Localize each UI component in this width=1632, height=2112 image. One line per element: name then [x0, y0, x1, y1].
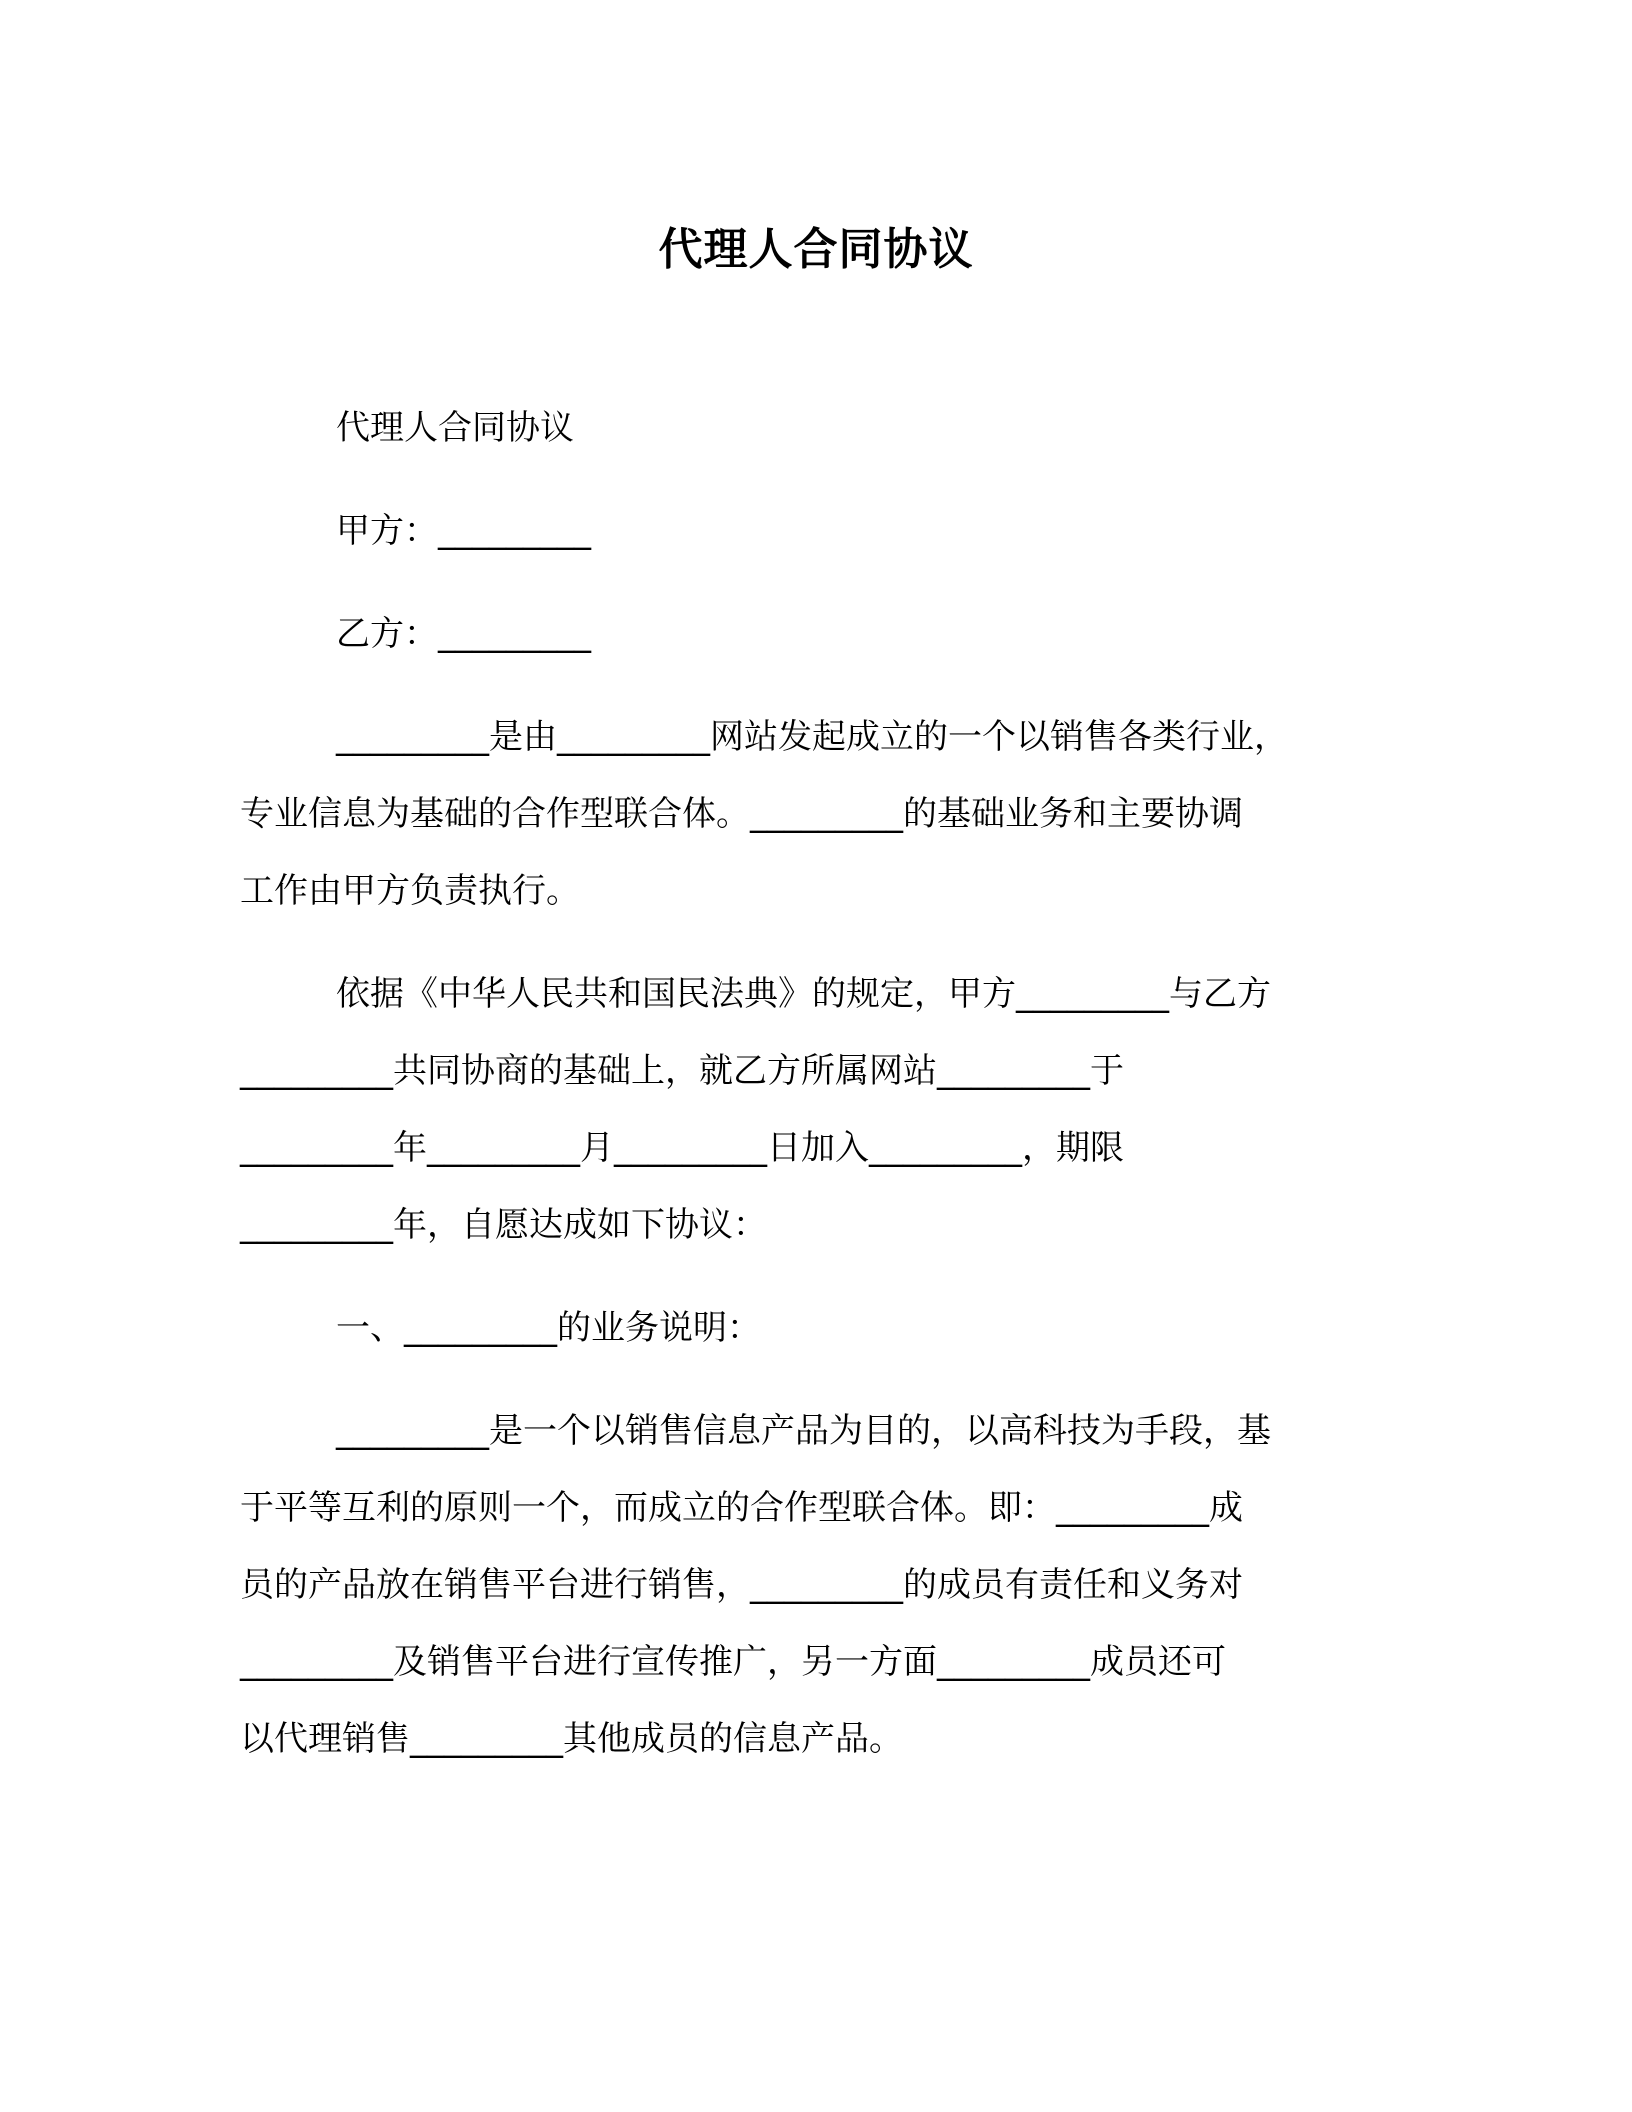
paragraph-3 [240, 1393, 1420, 1778]
paragraph-2-line-1: 依据《中华人民共和国民法典》的规定，甲方_________与乙方 [336, 974, 1271, 1014]
paragraph-1-line-1: _________是由_________网站发起成立的一个以销售各类行业， [336, 717, 1288, 757]
paragraph-3-line-4: _________及销售平台进行宣传推广，另一方面_________成员还可 [240, 1642, 1226, 1682]
paragraph-1 [240, 699, 1420, 930]
paragraph-2-line-2: _________共同协商的基础上，就乙方所属网站_________于 [240, 1051, 1124, 1091]
party-b-line: 乙方：_________ [336, 614, 591, 654]
document-body [240, 390, 1420, 1778]
paragraph-3-line-1: _________是一个以销售信息产品为目的，以高科技为手段，基 [336, 1411, 1271, 1451]
paragraph-2-line-4: _________年，自愿达成如下协议： [240, 1205, 767, 1245]
paragraph-3-line-5: 以代理销售_________其他成员的信息产品。 [240, 1719, 903, 1759]
paragraph-3-line-2: 于平等互利的原则一个，而成立的合作型联合体。即：_________成 [240, 1488, 1243, 1528]
paragraph-3-line-3: 员的产品放在销售平台进行销售，_________的成员有责任和义务对 [240, 1565, 1243, 1605]
paragraph-1-line-3: 工作由甲方负责执行。 [240, 871, 580, 911]
party-a-line: 甲方：_________ [336, 511, 591, 551]
paragraph-2 [240, 956, 1420, 1264]
paragraph-1-line-2: 专业信息为基础的合作型联合体。_________的基础业务和主要协调 [240, 794, 1243, 834]
subtitle: 代理人合同协议 [336, 408, 574, 448]
paragraph-2-line-3: _________年_________月_________日加入_________，期限 [240, 1128, 1124, 1168]
section-1-heading: 一、_________的业务说明： [336, 1308, 761, 1348]
document-title: 代理人合同协议 [658, 224, 974, 275]
